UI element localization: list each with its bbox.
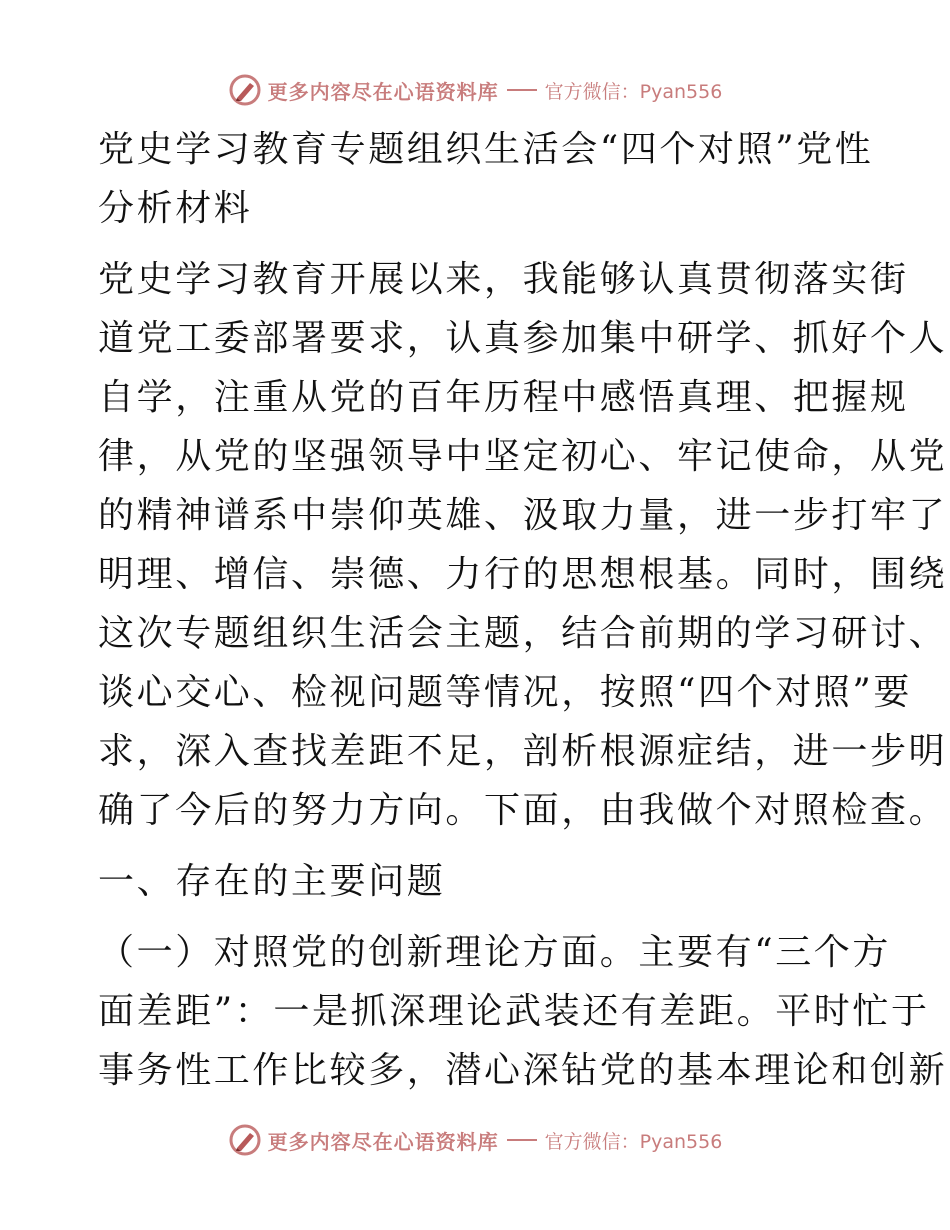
pen-logo-icon	[228, 1123, 262, 1157]
paragraph-line: 确了今后的努力方向。下面，由我做个对照检查。	[98, 790, 948, 831]
document-title	[98, 120, 874, 238]
subsection-paragraph	[98, 923, 948, 1100]
paragraph-line: 党史学习教育开展以来，我能够认真贯彻落实街	[98, 259, 909, 300]
document-body	[98, 120, 948, 1100]
paragraph-line: 的精神谱系中崇仰英雄、汲取力量，进一步打牢了	[98, 495, 948, 536]
watermark-brand: 更多内容尽在心语资料库	[267, 79, 499, 104]
watermark-brand: 更多内容尽在心语资料库	[267, 1129, 499, 1154]
paragraph-line: 面差距”：一是抓深理论武装还有差距。平时忙于	[98, 991, 930, 1032]
title-line: 分析材料	[98, 188, 253, 229]
watermark-dash	[507, 1139, 537, 1141]
paragraph-line: 自学，注重从党的百年历程中感悟真理、把握规	[98, 377, 909, 418]
paragraph-line: 事务性工作比较多，潜心深钻党的基本理论和创新	[98, 1050, 948, 1091]
paragraph-line: 明理、增信、崇德、力行的思想根基。同时，围绕	[98, 554, 948, 595]
intro-paragraph	[98, 250, 948, 840]
pen-logo-icon	[228, 73, 262, 107]
watermark-dash	[507, 89, 537, 91]
paragraph-line: 道党工委部署要求，认真参加集中研学、抓好个人	[98, 318, 948, 359]
watermark-contact: 官方微信：Pyan556	[544, 1130, 723, 1153]
watermark-header	[0, 70, 950, 110]
paragraph-line: 律，从党的坚强领导中坚定初心、牢记使命，从党	[98, 436, 948, 477]
paragraph-line: 求，深入查找差距不足，剖析根源症结，进一步明	[98, 731, 948, 772]
paragraph-line: 谈心交心、检视问题等情况，按照“四个对照”要	[98, 672, 913, 713]
watermark-footer	[0, 1120, 950, 1160]
title-line: 党史学习教育专题组织生活会“四个对照”党性	[98, 129, 874, 170]
section-heading: 一、存在的主要问题	[98, 861, 446, 902]
paragraph-line: （一）对照党的创新理论方面。主要有“三个方	[98, 932, 892, 973]
paragraph-line: 这次专题组织生活会主题，结合前期的学习研讨、	[98, 613, 948, 654]
watermark-contact: 官方微信：Pyan556	[544, 80, 723, 103]
